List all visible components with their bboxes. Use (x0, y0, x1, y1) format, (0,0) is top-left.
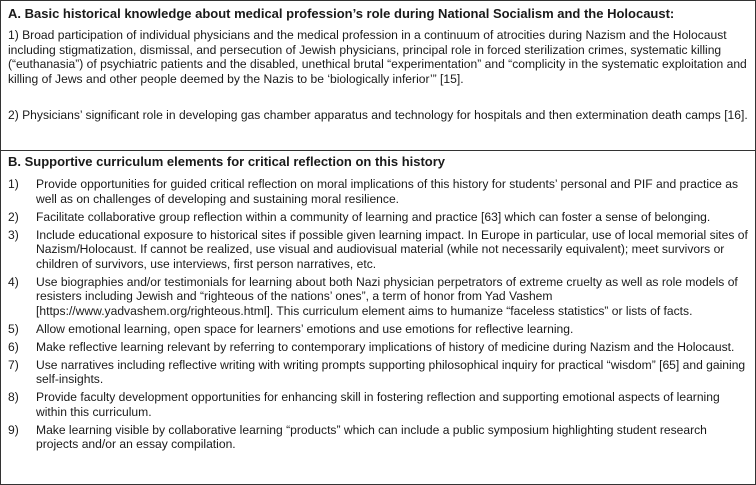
section-a-paragraph-1: 1) Broad participation of individual physicians and the medical profession in a continuum of atrocities during Nazism and the Holocaust including stigmatization, dismissal, and persecution of Jewish physicians, principal role in forced sterilization crimes, systematic killing (“euthanasia”) of psychiatric patients and the disabled, unethical brutal “experimentation” and “complicity in the systematic exploitation and killing of Jews and other people deemed by the Nazis to be ‘biologically inferior’” [15]. (8, 28, 747, 86)
list-item-number: 4) (8, 274, 19, 289)
section-a-heading: A. Basic historical knowledge about medical profession’s role during National Socialism and the Holocaust: (8, 6, 675, 21)
list-item-number: 7) (8, 357, 19, 372)
list-item-text: Provide opportunities for guided critical reflection on moral implications of this history for students’ personal and PIF and practice as well as on challenges of developing and sustaining moral resilience. (36, 177, 739, 206)
list-item-text: Make reflective learning relevant by referring to contemporary implications of history of medicine during Nazism and the Holocaust. (36, 339, 735, 354)
section-a (1, 1, 755, 151)
list-item-text: Make learning visible by collaborative learning “products” which can include a public symposium highlighting student research projects and/or an essay compilation. (36, 422, 707, 451)
list-item-number: 6) (8, 339, 19, 354)
list-item-text: Provide faculty development opportunities for enhancing skill in fostering reflection and supporting emotional aspects of learning within this curriculum. (36, 390, 720, 419)
list-item (1, 358, 755, 387)
list-item-number: 8) (8, 390, 19, 404)
list-item (1, 340, 755, 355)
list-item-text: Use biographies and/or testimonials for learning about both Nazi physician perpetrators of extreme cruelty as well as role models of resisters including Jewish and “righteous of the nations’ ones”, a term of honor from Yad Vashem [https://www.yadvashem.org/righteous.html]. This curriculum element aims to humanize “faceless statistics” or lists of facts. (36, 274, 738, 318)
list-item (1, 210, 755, 225)
list-item-number: 1) (8, 177, 19, 191)
list-item (1, 423, 755, 452)
list-item-text: Facilitate collaborative group reflection within a community of learning and practice [63] which can foster a sense of belonging. (36, 209, 711, 224)
list-item-number: 2) (8, 209, 19, 224)
curriculum-element-list (1, 177, 755, 455)
list-item-text: Allow emotional learning, open space for learners’ emotions and use emotions for reflective learning. (36, 321, 574, 336)
list-item (1, 322, 755, 337)
list-item (1, 228, 755, 272)
section-b (1, 151, 755, 484)
section-b-heading: B. Supportive curriculum elements for critical reflection on this history (8, 154, 446, 169)
list-item-number: 3) (8, 227, 19, 242)
list-item (1, 177, 755, 206)
list-item-text: Include educational exposure to historical sites if possible given learning impact. In Europe in particular, use of local memorial sites of Nazism/Holocaust. If cannot be realized, use visual and audiovisual material (while not necessarily equivalent); meet survivors or children of survivors, use interviews, first person narratives, etc. (36, 227, 748, 271)
list-item-text: Use narratives including reflective writing with writing prompts supporting philosophical inquiry for practical “wisdom” [65] and gaining self-insights. (36, 357, 746, 386)
list-item (1, 390, 755, 419)
section-a-paragraph-2: 2) Physicians’ significant role in developing gas chamber apparatus and technology for hospitals and then extermination death camps [16]. (8, 108, 748, 122)
list-item-number: 5) (8, 321, 19, 336)
list-item (1, 275, 755, 319)
list-item-number: 9) (8, 422, 19, 437)
